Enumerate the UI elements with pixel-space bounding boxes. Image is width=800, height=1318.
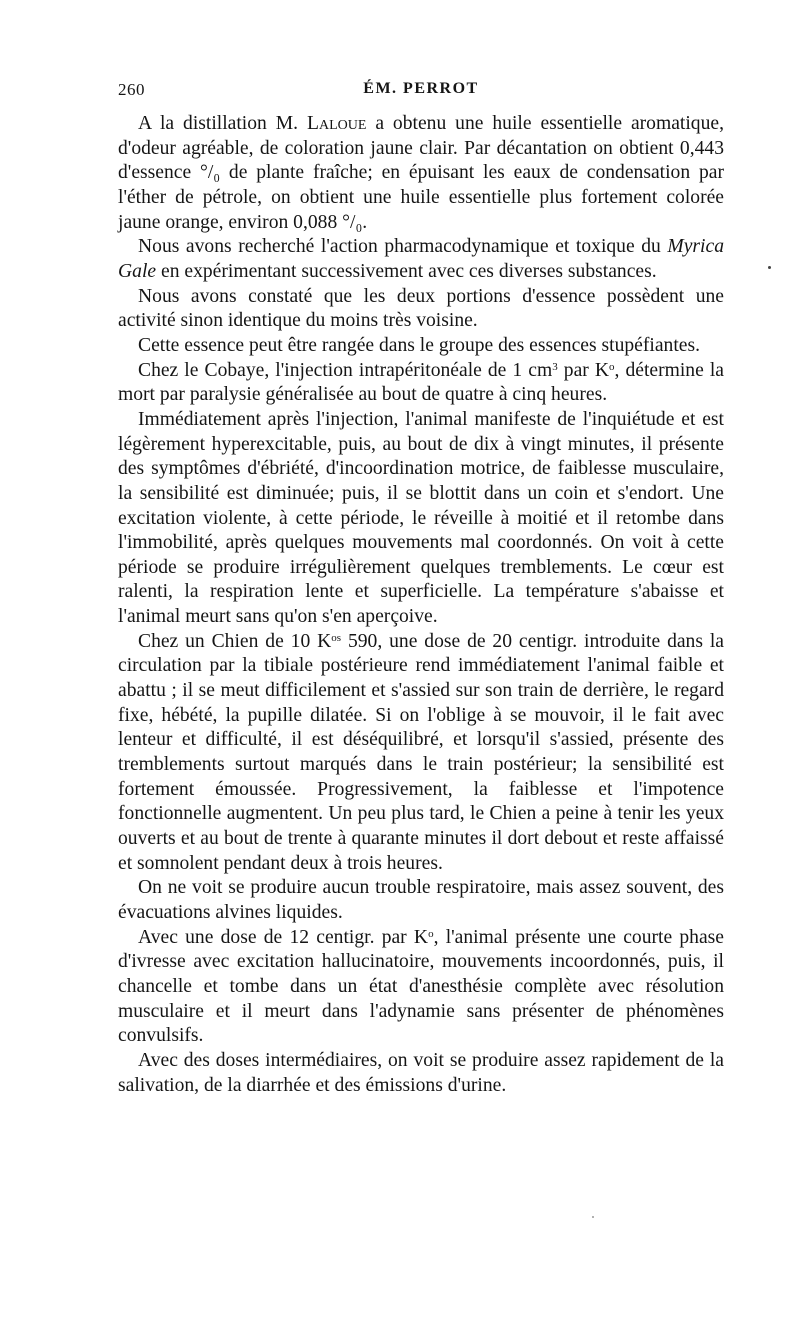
- author-name: Laloue: [307, 113, 367, 134]
- paragraph-8: On ne voit se produire aucun trouble respiratoire, mais assez souvent, des évacuations alvines liquides.: [118, 877, 724, 923]
- paragraph-5: [118, 359, 724, 408]
- paragraph-1-text-a: A la distillation M.: [138, 113, 307, 134]
- paragraph-10: Avec des doses intermédiaires, on voit se produire assez rapidement de la salivation, de la diarrhée et des émissions d'urine.: [118, 1049, 724, 1096]
- running-head: ÉM. PERROT: [363, 80, 479, 97]
- paragraph-9-text-b: , l'animal présente une courte phase d'ivresse avec excitation hallucinatoire, mouvements incoordonnés, puis, il chancelle et tombe dans un état d'anesthésie complète avec résolution musculaire et il meurt dans l'adynamie sans présenter de phénomènes convulsifs.: [118, 926, 724, 1047]
- paragraph-3: Nous avons constaté que les deux portions d'essence possèdent une activité sinon identique du moins très voisine.: [118, 285, 724, 332]
- print-speck-2: [592, 1216, 594, 1218]
- paragraph-9-text-a: Avec une dose de 12 centigr. par K: [138, 926, 429, 948]
- paragraph-5-text-a: Chez le Cobaye, l'injection intrapéritonéale de 1 cm: [138, 359, 553, 381]
- paragraph-2: [118, 235, 724, 284]
- paragraph-2-text-b: en expérimentant successivement avec ces diverses substances.: [156, 260, 657, 282]
- paragraph-5-text-b: par K: [557, 359, 610, 381]
- paragraph-7: [118, 630, 724, 877]
- paragraph-5-text-c: , détermine la mort par paralysie généralisée au bout de quatre à cinq heures.: [118, 359, 724, 406]
- cubic-superscript: 3: [552, 360, 558, 373]
- page-number: 260: [118, 80, 145, 99]
- kilos-superscript: os: [331, 631, 342, 644]
- paragraph-7-text-a: Chez un Chien de 10 K: [138, 630, 332, 652]
- kilo-superscript-2: o: [428, 927, 434, 940]
- species-name: Myrica Gale: [118, 236, 724, 282]
- paragraph-4: Cette essence peut être rangée dans le groupe des essences stupéfiantes.: [138, 334, 700, 356]
- paragraph-1: [118, 112, 724, 235]
- paragraph-6: Immédiatement après l'injection, l'animal manifeste de l'inquiétude et est légèrement hyperexcitable, puis, au bout de dix à vingt minutes, il présente des symptômes d'ébriété, d'incoordination motrice, de faiblesse musculaire, la sensibilité est diminuée; puis, il se blottit dans un coin et s'endort. Une excitation violente, à cette période, le réveille à moitié et il retombe dans l'immobilité, après quelques mouvements mal coordonnés. On voit à cette période se produire irrégulièrement quelques tremblements. Le cœur est ralenti, la respiration lente et superficielle. La température s'abaisse et l'animal meurt sans qu'on s'en aperçoive.: [118, 408, 724, 628]
- print-speck: [768, 266, 771, 269]
- paragraph-2-text-a: Nous avons recherché l'action pharmacodynamique et toxique du: [138, 236, 668, 258]
- paragraph-1-text-b: a obtenu une huile essentielle aromatique, d'odeur agréable, de coloration jaune clair. Par décantation on obtient 0,443 d'essence °/₀ de plante fraîche; en épuisant les eaux de condensation par l'éther de pétrole, on obtient une huile essentielle plus fortement colorée jaune orange, environ 0,088 °/₀.: [118, 113, 724, 233]
- paragraph-7-text-b: 590, une dose de 20 centigr. introduite dans la circulation par la tibiale postérieure rend immédiatement l'animal faible et abattu ; il se meut difficilement et s'assied sur son train de derrière, le regard fixe, hébété, la pupille dilatée. Si on l'oblige à se mouvoir, il le fait avec lenteur et difficulté, il est déséquilibré, et lorsqu'il s'assied, présente des tremblements surtout marqués dans le train postérieur; la sensibilité est fortement émoussée. Progressivement, la faiblesse et l'impotence fonctionnelle augmentent. Un peu plus tard, le Chien a peine à tenir les yeux ouverts et au bout de trente à quarante minutes il dort debout et reste affaissé et somnolent pendant deux à trois heures.: [118, 630, 724, 874]
- kilo-superscript: o: [609, 360, 615, 373]
- paragraph-9: [118, 926, 724, 1049]
- page-header: [118, 80, 724, 104]
- body-text: [118, 112, 724, 1098]
